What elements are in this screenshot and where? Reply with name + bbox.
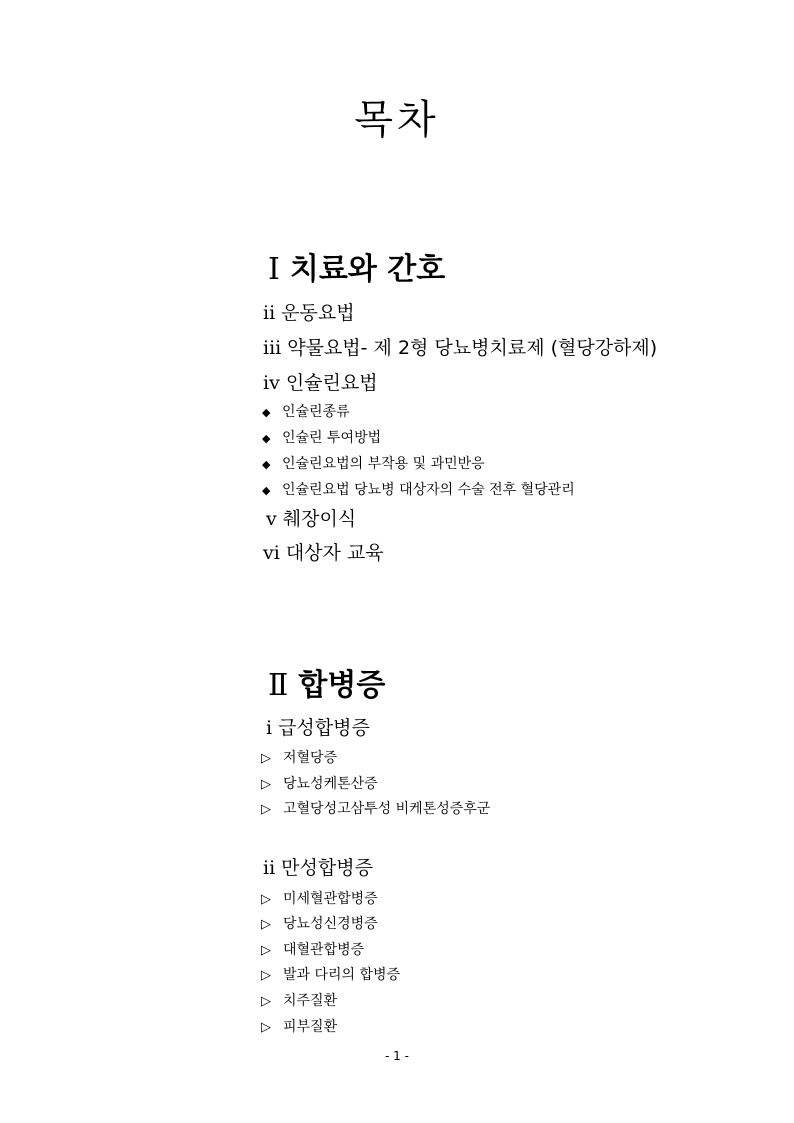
triangle-bullet-icon: ▷ xyxy=(261,917,271,932)
subitem-label: 고혈당성고삼투성 비케톤성증후군 xyxy=(283,801,491,817)
triangle-bullet-icon: ▷ xyxy=(261,943,271,958)
subitem-label: 발과 다리의 합병증 xyxy=(283,967,401,983)
item-number: ii xyxy=(263,857,276,879)
triangle-bullet-icon: ▷ xyxy=(261,751,271,766)
triangle-bullet-icon: ▷ xyxy=(261,1020,271,1035)
item-number: iv xyxy=(263,372,280,394)
item-number: ii xyxy=(263,302,276,324)
section-heading-treatment xyxy=(268,244,445,288)
item-label: 췌장이식 xyxy=(282,508,357,530)
diamond-bullet-icon: ◆ xyxy=(262,458,271,471)
toc-subitem xyxy=(261,798,490,818)
diamond-bullet-icon: ◆ xyxy=(262,432,271,445)
toc-subitem xyxy=(262,453,485,473)
item-label: 만성합병증 xyxy=(281,857,373,879)
toc-subitem xyxy=(261,747,337,767)
toc-item-exercise xyxy=(263,298,355,325)
item-label: 인슐린요법 xyxy=(285,372,378,394)
subitem-label: 치주질환 xyxy=(283,993,338,1009)
section-title: 합병증 xyxy=(298,668,386,703)
section-title: 치료와 간호 xyxy=(289,252,446,287)
subitem-label: 인슐린요법의 부작용 및 과민반응 xyxy=(282,456,485,472)
triangle-bullet-icon: ▷ xyxy=(261,994,271,1009)
toc-item-chronic-complications xyxy=(263,853,373,880)
subitem-label: 당뇨성신경병증 xyxy=(283,916,378,932)
toc-subitem xyxy=(261,888,378,908)
item-number: iii xyxy=(263,337,282,359)
item-number: i xyxy=(266,717,273,739)
subitem-label: 미세혈관합병증 xyxy=(283,891,378,907)
item-label: 운동요법 xyxy=(281,302,355,324)
page-title: 목차 xyxy=(354,97,440,143)
page-number: - 1 - xyxy=(385,1049,409,1063)
toc-subitem xyxy=(261,1016,337,1036)
item-label: 대상자 교육 xyxy=(285,542,384,564)
item-number: v xyxy=(266,508,277,530)
toc-subitem xyxy=(261,939,364,959)
diamond-bullet-icon: ◆ xyxy=(262,484,271,497)
toc-subitem xyxy=(261,913,378,933)
item-number: vi xyxy=(263,542,280,564)
section-numeral: Ⅱ xyxy=(268,668,289,703)
triangle-bullet-icon: ▷ xyxy=(261,777,271,792)
toc-item-transplant xyxy=(266,504,356,531)
item-label: 약물요법- 제 2형 당뇨병치료제 (혈당강하제) xyxy=(287,337,658,359)
toc-item-insulin xyxy=(263,368,378,395)
subitem-label: 인슐린 투여방법 xyxy=(282,430,382,446)
subitem-label: 당뇨성케톤산증 xyxy=(283,776,378,792)
toc-item-acute-complications xyxy=(266,713,370,740)
toc-subitem xyxy=(262,479,575,499)
section-numeral: Ⅰ xyxy=(268,252,280,287)
subitem-label: 저혈당증 xyxy=(283,750,338,766)
toc-subitem xyxy=(262,401,350,421)
toc-item-medication xyxy=(263,333,657,360)
subitem-label: 대혈관합병증 xyxy=(283,942,365,958)
subitem-label: 피부질환 xyxy=(283,1019,338,1035)
subitem-label: 인슐린요법 당뇨병 대상자의 수술 전후 혈당관리 xyxy=(282,482,575,498)
section-heading-complications xyxy=(268,660,385,704)
toc-subitem xyxy=(261,773,378,793)
toc-subitem xyxy=(262,427,381,447)
toc-item-education xyxy=(263,538,384,565)
item-label: 급성합병증 xyxy=(278,717,370,739)
subitem-label: 인슐린종류 xyxy=(282,404,350,420)
diamond-bullet-icon: ◆ xyxy=(262,406,271,419)
triangle-bullet-icon: ▷ xyxy=(261,892,271,907)
triangle-bullet-icon: ▷ xyxy=(261,802,271,817)
toc-subitem xyxy=(261,990,337,1010)
toc-subitem xyxy=(261,964,400,984)
triangle-bullet-icon: ▷ xyxy=(261,968,271,983)
